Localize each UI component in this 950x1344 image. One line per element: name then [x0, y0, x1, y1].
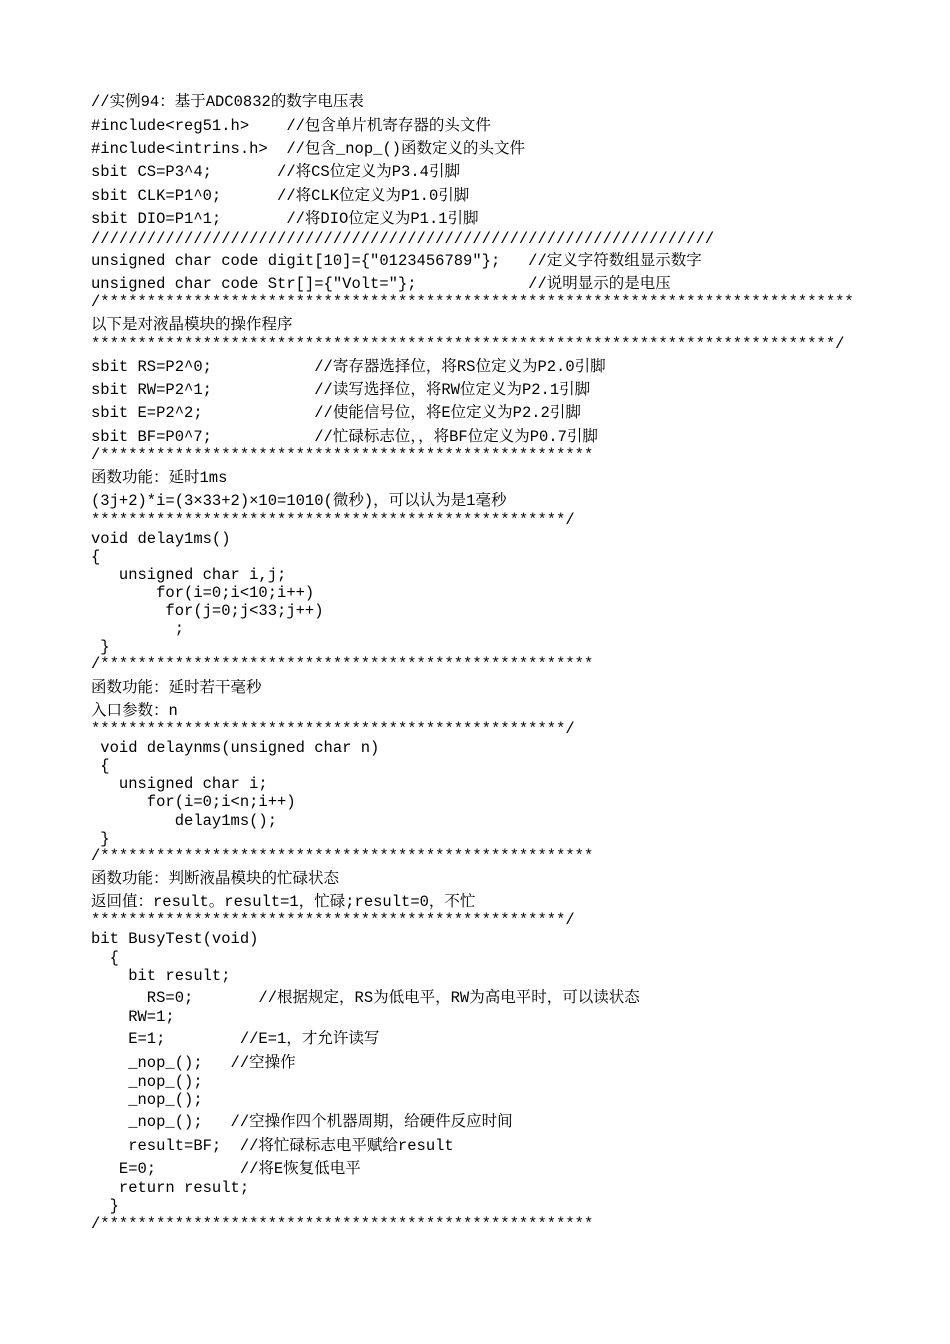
code-line: ***************************************************/ [91, 911, 575, 929]
code-line: #include<intrins.h> //包含_nop_()函数定义的头文件 [91, 140, 526, 158]
code-line: delay1ms(); [91, 812, 278, 830]
code-line: unsigned char code digit[10]={"0123456789"}; //定义字符数组显示数字 [91, 252, 702, 270]
code-line: /********************************************************************************* [91, 293, 854, 311]
code-line: result=BF; //将忙碌标志电平赋给result [91, 1137, 454, 1155]
code-line: _nop_(); //空操作四个机器周期，给硬件反应时间 [91, 1113, 513, 1131]
code-line: unsigned char code Str[]={"Volt="}; //说明显示的是电压 [91, 275, 671, 293]
code-line: E=1; //E=1，才允许读写 [91, 1030, 380, 1048]
code-line: for(i=0;i<n;i++) [91, 793, 296, 811]
code-line: 函数功能：判断液晶模块的忙碌状态 [91, 870, 340, 888]
code-line: /***************************************************** [91, 1215, 594, 1233]
code-line: sbit E=P2^2; //使能信号位，将E位定义为P2.2引脚 [91, 404, 581, 422]
code-line: (3j+2)*i=(3×33+2)×10=1010(微秒)，可以认为是1毫秒 [91, 492, 507, 510]
code-line: } [91, 638, 110, 656]
code-line: //实例94：基于ADC0832的数字电压表 [91, 93, 364, 111]
code-line: void delay1ms() [91, 530, 231, 548]
code-line: ********************************************************************************/ [91, 335, 845, 353]
code-line: /***************************************************** [91, 847, 594, 865]
code-line: void delaynms(unsigned char n) [91, 739, 380, 757]
code-line: ***************************************************/ [91, 720, 575, 738]
code-line: for(i=0;i<10;i++) [91, 584, 315, 602]
code-line: /***************************************************** [91, 655, 594, 673]
code-line: for(j=0;j<33;j++) [91, 602, 324, 620]
code-line: sbit CS=P3^4; //将CS位定义为P3.4引脚 [91, 163, 460, 181]
code-line: /////////////////////////////////////////////////////////////////// [91, 230, 715, 248]
code-line: 返回值：result。result=1，忙碌;result=0，不忙 [91, 893, 476, 911]
code-line: sbit DIO=P1^1; //将DIO位定义为P1.1引脚 [91, 210, 479, 228]
code-line: } [91, 830, 110, 848]
code-line: sbit BF=P0^7; //忙碌标志位，，将BF位定义为P0.7引脚 [91, 428, 598, 446]
code-line: 以下是对液晶模块的操作程序 [91, 316, 293, 334]
code-line: { [91, 949, 119, 967]
code-line: sbit RS=P2^0; //寄存器选择位，将RS位定义为P2.0引脚 [91, 358, 606, 376]
code-line: sbit CLK=P1^0; //将CLK位定义为P1.0引脚 [91, 187, 470, 205]
code-line: ; [91, 620, 185, 638]
code-line: sbit RW=P2^1; //读写选择位，将RW位定义为P2.1引脚 [91, 381, 591, 399]
code-line: RS=0; //根据规定，RS为低电平，RW为高电平时，可以读状态 [91, 989, 640, 1007]
code-line: /***************************************************** [91, 446, 594, 464]
code-line: bit BusyTest(void) [91, 930, 259, 948]
code-line: { [91, 757, 110, 775]
code-line: { [91, 548, 101, 566]
code-line: } [91, 1197, 119, 1215]
code-line: 入口参数：n [91, 702, 178, 720]
code-line: ***************************************************/ [91, 511, 575, 529]
code-line: E=0; //将E恢复低电平 [91, 1160, 361, 1178]
code-line: _nop_(); //空操作 [91, 1054, 296, 1072]
code-line: 函数功能：延时若干毫秒 [91, 679, 262, 697]
code-line: bit result; [91, 967, 231, 985]
code-line: #include<reg51.h> //包含单片机寄存器的头文件 [91, 117, 491, 135]
code-line: _nop_(); [91, 1091, 203, 1109]
code-line: 函数功能：延时1ms [91, 469, 228, 487]
code-line: unsigned char i,j; [91, 566, 287, 584]
code-line: _nop_(); [91, 1073, 203, 1091]
code-line: return result; [91, 1179, 250, 1197]
code-line: unsigned char i; [91, 775, 268, 793]
code-line: RW=1; [91, 1008, 175, 1026]
